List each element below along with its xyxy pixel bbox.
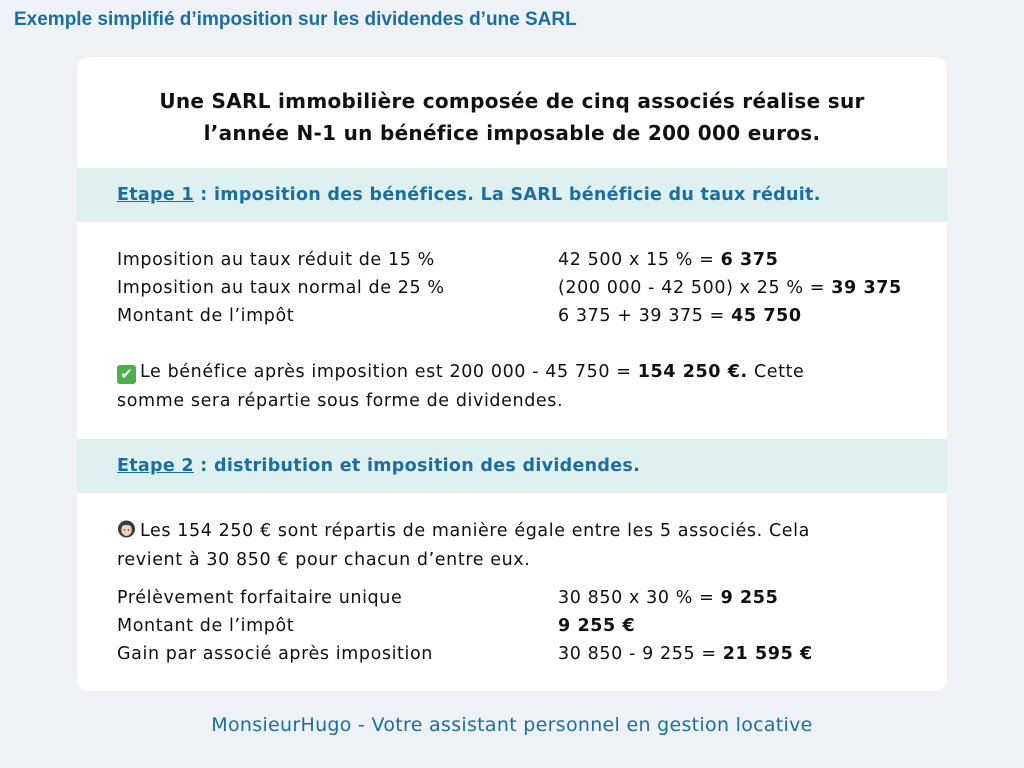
- example-card: [77, 57, 947, 691]
- calc-expression: (200 000 - 42 500) x 25 % =: [558, 278, 832, 298]
- calc-result: 21 595 €: [722, 644, 813, 664]
- calc-result: 39 375: [831, 278, 902, 298]
- calc-row: [117, 584, 937, 612]
- intro-line-1: Une SARL immobilière composée de cinq associés réalise sur: [159, 89, 865, 113]
- intro-statement: [77, 85, 947, 149]
- step-2-title: : distribution et imposition des dividendes.: [193, 456, 641, 476]
- check-mark-icon: ✔: [117, 365, 136, 384]
- note-amount: 154 250 €.: [637, 362, 748, 382]
- calc-row: [117, 274, 937, 302]
- step-1-calculations: [117, 246, 937, 330]
- description-line-1: Les 154 250 € sont répartis de manière égale entre les 5 associés. Cela: [140, 521, 810, 541]
- step-2-label: Etape 2: [117, 456, 194, 476]
- calc-formula: [558, 274, 902, 302]
- calc-row: [117, 612, 937, 640]
- step-2-header: [77, 439, 947, 493]
- calc-label: Imposition au taux normal de 25 %: [117, 278, 445, 298]
- step-1-label: Etape 1: [117, 185, 194, 205]
- calc-expression: 30 850 - 9 255 =: [558, 644, 723, 664]
- calc-label: Montant de l’impôt: [117, 616, 295, 636]
- step-1-header: [77, 168, 947, 222]
- calc-result: 9 255 €: [558, 616, 636, 636]
- step-1-title: : imposition des bénéfices. La SARL bénéficie du taux réduit.: [193, 185, 821, 205]
- calc-label: Montant de l’impôt: [117, 306, 295, 326]
- step-1-note: [117, 358, 917, 416]
- calc-label: Gain par associé après imposition: [117, 644, 433, 664]
- calc-formula: [558, 302, 802, 330]
- calc-row: [117, 302, 937, 330]
- calc-formula: [558, 640, 813, 668]
- woman-icon: [117, 519, 136, 539]
- calc-expression: 6 375 + 39 375 =: [558, 306, 732, 326]
- description-line-2: revient à 30 850 € pour chacun d’entre eux.: [117, 550, 531, 570]
- calc-result: 9 255: [720, 588, 779, 608]
- calc-formula: [558, 584, 778, 612]
- note-text: Le bénéfice après imposition est 200 000 - 45 750 =: [140, 362, 638, 382]
- step-2-description: [117, 517, 917, 575]
- step-2-calculations: [117, 584, 937, 668]
- calc-result: 6 375: [720, 250, 779, 270]
- note-after: Cette: [747, 362, 805, 382]
- calc-formula: [558, 612, 635, 640]
- calc-formula: [558, 246, 778, 274]
- calc-expression: 42 500 x 15 % =: [558, 250, 721, 270]
- intro-line-2: l’année N-1 un bénéfice imposable de 200 000 euros.: [203, 121, 821, 145]
- calc-result: 45 750: [731, 306, 802, 326]
- page-title: Exemple simplifié d’imposition sur les dividendes d’une SARL: [14, 9, 577, 30]
- calc-label: Prélèvement forfaitaire unique: [117, 588, 403, 608]
- footer-tagline: MonsieurHugo - Votre assistant personnel en gestion locative: [211, 714, 813, 736]
- calc-row: [117, 640, 937, 668]
- calc-row: [117, 246, 937, 274]
- calc-expression: 30 850 x 30 % =: [558, 588, 721, 608]
- note-line-2: somme sera répartie sous forme de dividendes.: [117, 391, 564, 411]
- calc-label: Imposition au taux réduit de 15 %: [117, 250, 435, 270]
